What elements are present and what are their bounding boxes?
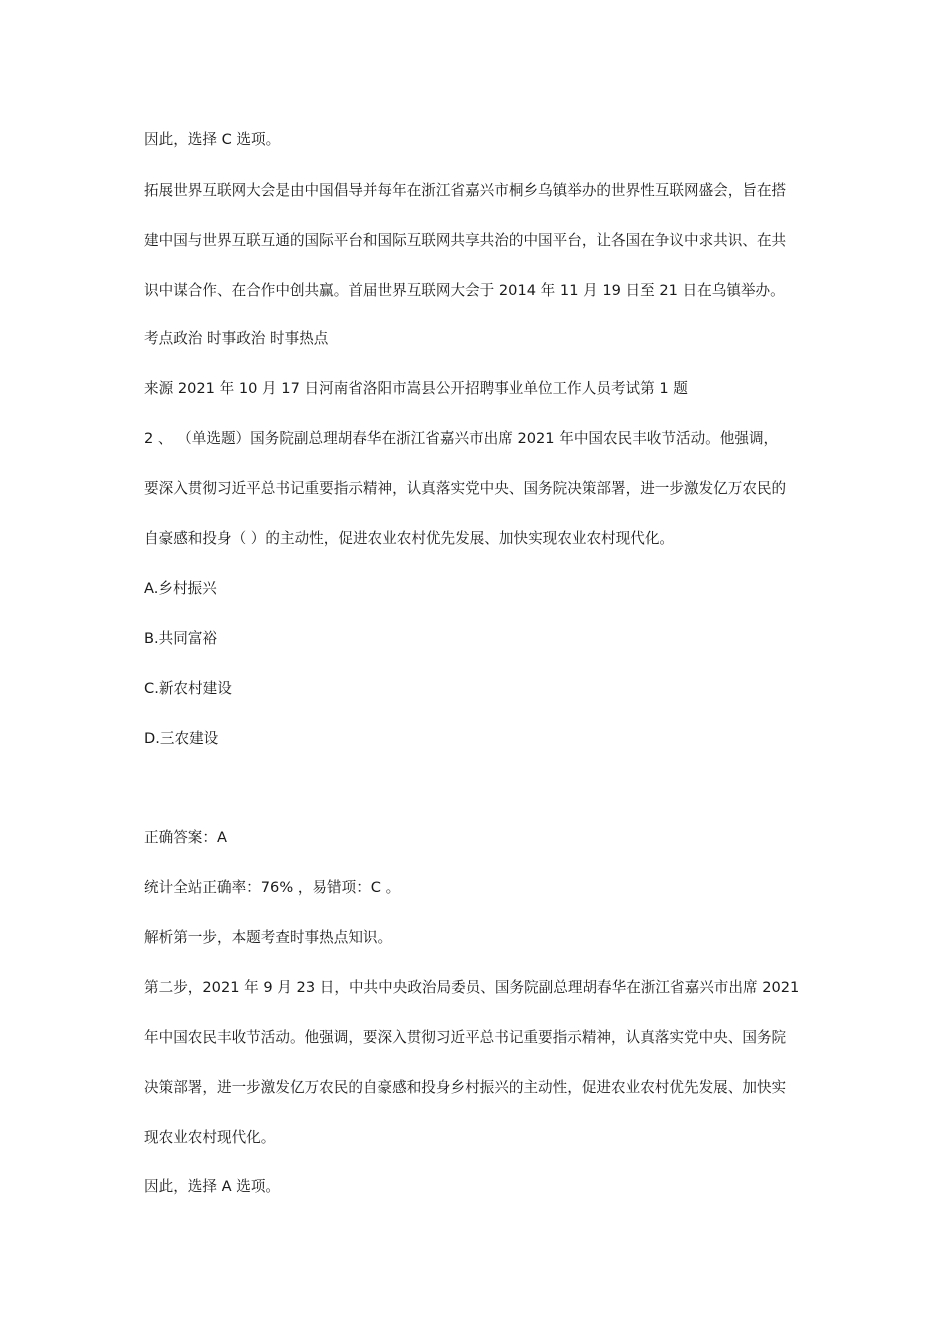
option-c: C.新农村建设	[144, 680, 232, 697]
tags-line: 考点政治 时事政治 时事热点	[144, 330, 329, 347]
prev-conclusion: 因此，选择 C 选项。	[144, 131, 281, 148]
expansion-line-2: 建中国与世界互联互通的国际平台和国际互联网共享共治的中国平台，让各国在争议中求共识、在共	[144, 232, 787, 249]
question-conclusion: 因此，选择 A 选项。	[144, 1178, 281, 1195]
question-stem-line-2: 要深入贯彻习近平总书记重要指示精神，认真落实党中央、国务院决策部署，进一步激发亿万农民的	[144, 480, 787, 497]
analysis-step-2-line-4: 现农业农村现代化。	[144, 1129, 276, 1146]
analysis-step-2-line-1: 第二步，2021 年 9 月 23 日，中共中央政治局委员、国务院副总理胡春华在浙江省嘉兴市出席 2021	[144, 979, 800, 996]
expansion-line-1: 拓展世界互联网大会是由中国倡导并每年在浙江省嘉兴市桐乡乌镇举办的世界性互联网盛会，旨在搭	[144, 182, 787, 199]
option-a: A.乡村振兴	[144, 580, 217, 597]
correct-answer: 正确答案：A	[144, 829, 227, 846]
source-line: 来源 2021 年 10 月 17 日河南省洛阳市嵩县公开招聘事业单位工作人员考试第 1 题	[144, 380, 688, 397]
accuracy-stats: 统计全站正确率：76% ，易错项：C 。	[144, 879, 401, 896]
option-b: B.共同富裕	[144, 630, 218, 647]
question-stem-line-3: 自豪感和投身（ ）的主动性，促进农业农村优先发展、加快实现农业农村现代化。	[144, 530, 675, 547]
analysis-step-2-line-3: 决策部署，进一步激发亿万农民的自豪感和投身乡村振兴的主动性，促进农业农村优先发展、加快实	[144, 1079, 787, 1096]
analysis-step-1: 解析第一步，本题考查时事热点知识。	[144, 929, 393, 946]
option-d: D.三农建设	[144, 730, 219, 747]
analysis-step-2-line-2: 年中国农民丰收节活动。他强调，要深入贯彻习近平总书记重要指示精神，认真落实党中央、国务院	[144, 1029, 787, 1046]
expansion-line-3: 识中谋合作、在合作中创共赢。首届世界互联网大会于 2014 年 11 月 19 日至 21 日在乌镇举办。	[144, 282, 785, 299]
question-stem-line-1: 2 、 （单选题）国务院副总理胡春华在浙江省嘉兴市出席 2021 年中国农民丰收节活动。他强调，	[144, 430, 779, 447]
